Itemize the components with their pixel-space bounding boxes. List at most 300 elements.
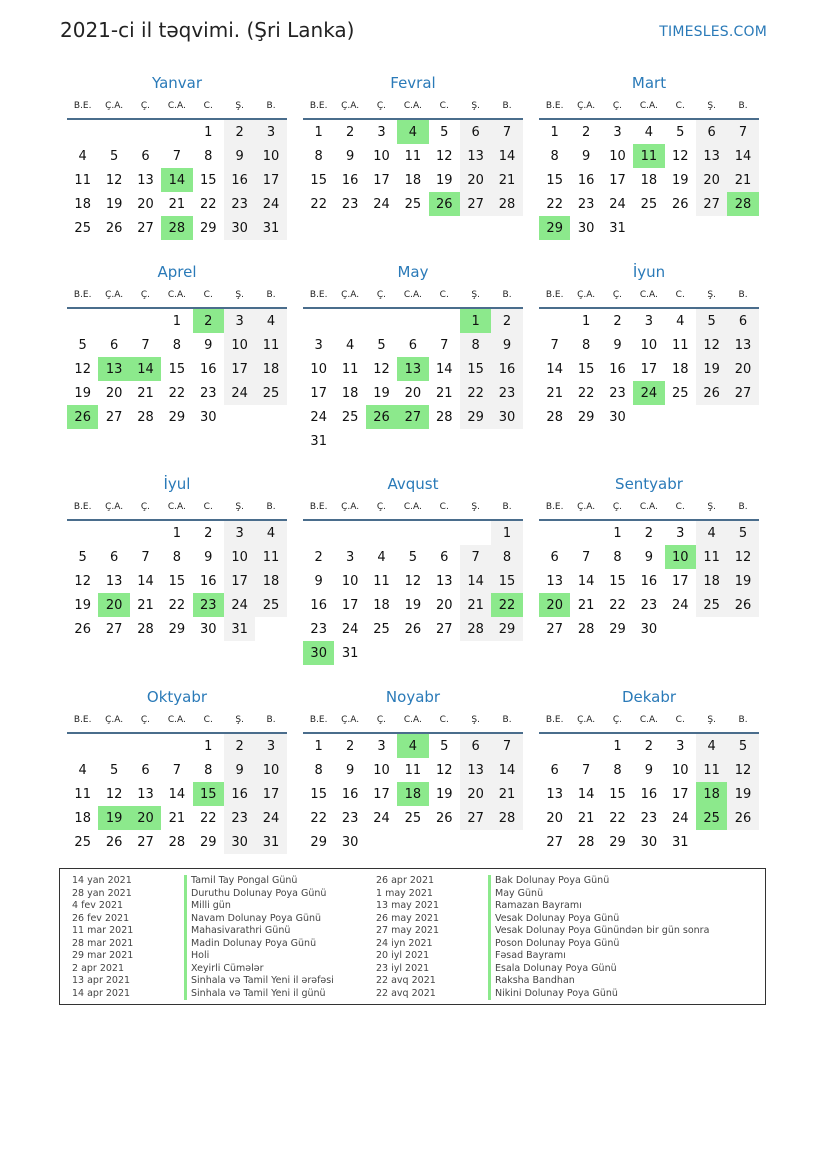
day-cell[interactable]: 13 [435, 573, 453, 589]
day-cell[interactable]: 2 [224, 120, 255, 144]
holiday-day-cell[interactable]: 23 [193, 593, 224, 617]
day-cell[interactable]: 8 [550, 148, 559, 164]
day-cell[interactable]: 19 [727, 782, 758, 806]
day-cell[interactable]: 28 [137, 621, 154, 637]
day-cell[interactable]: 28 [137, 409, 154, 425]
day-cell[interactable]: 25 [373, 621, 390, 637]
day-cell[interactable]: 9 [224, 144, 255, 168]
day-cell[interactable]: 13 [546, 573, 563, 589]
day-cell[interactable]: 4 [255, 309, 286, 333]
holiday-day-cell[interactable]: 4 [397, 120, 428, 144]
day-cell[interactable]: 10 [310, 361, 327, 377]
day-cell[interactable]: 7 [172, 148, 181, 164]
day-cell[interactable]: 18 [255, 357, 286, 381]
day-cell[interactable]: 24 [255, 806, 286, 830]
day-cell[interactable]: 11 [255, 333, 286, 357]
day-cell[interactable]: 9 [491, 333, 522, 357]
day-cell[interactable]: 23 [310, 621, 327, 637]
day-cell[interactable]: 30 [224, 216, 255, 240]
day-cell[interactable]: 24 [671, 597, 689, 613]
day-cell[interactable]: 17 [224, 569, 255, 593]
day-cell[interactable]: 21 [546, 385, 563, 401]
day-cell[interactable]: 16 [609, 361, 626, 377]
day-cell[interactable]: 16 [310, 597, 327, 613]
day-cell[interactable]: 8 [204, 148, 213, 164]
day-cell[interactable]: 29 [199, 220, 217, 236]
day-cell[interactable]: 21 [168, 810, 186, 826]
day-cell[interactable]: 10 [224, 333, 255, 357]
day-cell[interactable]: 13 [727, 333, 758, 357]
day-cell[interactable]: 15 [460, 357, 491, 381]
day-cell[interactable]: 15 [310, 786, 327, 802]
day-cell[interactable]: 1 [314, 738, 323, 754]
day-cell[interactable]: 30 [199, 409, 217, 425]
day-cell[interactable]: 27 [137, 220, 154, 236]
day-cell[interactable]: 15 [546, 172, 563, 188]
day-cell[interactable]: 22 [460, 381, 491, 405]
day-cell[interactable]: 3 [676, 525, 685, 541]
day-cell[interactable]: 15 [491, 569, 522, 593]
day-cell[interactable]: 14 [168, 786, 186, 802]
day-cell[interactable]: 8 [314, 762, 323, 778]
day-cell[interactable]: 17 [255, 168, 286, 192]
day-cell[interactable]: 27 [460, 192, 491, 216]
day-cell[interactable]: 31 [671, 834, 689, 850]
holiday-day-cell[interactable]: 14 [130, 357, 161, 381]
day-cell[interactable]: 5 [377, 337, 386, 353]
day-cell[interactable]: 14 [491, 144, 522, 168]
day-cell[interactable]: 17 [341, 597, 359, 613]
holiday-day-cell[interactable]: 2 [193, 309, 224, 333]
day-cell[interactable]: 29 [609, 834, 626, 850]
day-cell[interactable]: 4 [78, 762, 87, 778]
day-cell[interactable]: 25 [696, 593, 727, 617]
day-cell[interactable]: 4 [696, 521, 727, 545]
day-cell[interactable]: 21 [491, 782, 522, 806]
day-cell[interactable]: 23 [609, 385, 626, 401]
day-cell[interactable]: 14 [435, 361, 453, 377]
day-cell[interactable]: 26 [727, 806, 758, 830]
holiday-day-cell[interactable]: 20 [539, 593, 570, 617]
day-cell[interactable]: 10 [255, 144, 286, 168]
day-cell[interactable]: 20 [404, 385, 422, 401]
day-cell[interactable]: 2 [644, 525, 653, 541]
day-cell[interactable]: 29 [491, 617, 522, 641]
day-cell[interactable]: 11 [671, 337, 689, 353]
day-cell[interactable]: 18 [671, 361, 689, 377]
day-cell[interactable]: 27 [546, 834, 563, 850]
day-cell[interactable]: 11 [74, 172, 91, 188]
day-cell[interactable]: 4 [696, 734, 727, 758]
day-cell[interactable]: 24 [671, 810, 689, 826]
holiday-day-cell[interactable]: 1 [460, 309, 491, 333]
day-cell[interactable]: 1 [613, 738, 622, 754]
day-cell[interactable]: 24 [373, 196, 390, 212]
day-cell[interactable]: 20 [460, 782, 491, 806]
day-cell[interactable]: 22 [609, 597, 626, 613]
day-cell[interactable]: 26 [727, 593, 758, 617]
day-cell[interactable]: 5 [440, 124, 449, 140]
day-cell[interactable]: 10 [640, 337, 658, 353]
day-cell[interactable]: 6 [460, 734, 491, 758]
day-cell[interactable]: 1 [172, 313, 181, 329]
day-cell[interactable]: 23 [199, 385, 217, 401]
day-cell[interactable]: 5 [727, 734, 758, 758]
day-cell[interactable]: 1 [172, 525, 181, 541]
day-cell[interactable]: 25 [341, 409, 359, 425]
day-cell[interactable]: 22 [577, 385, 595, 401]
day-cell[interactable]: 11 [341, 361, 359, 377]
day-cell[interactable]: 17 [373, 786, 390, 802]
day-cell[interactable]: 7 [581, 762, 591, 778]
day-cell[interactable]: 1 [204, 738, 213, 754]
day-cell[interactable]: 22 [168, 385, 186, 401]
day-cell[interactable]: 7 [460, 545, 491, 569]
day-cell[interactable]: 8 [491, 545, 522, 569]
day-cell[interactable]: 13 [105, 573, 123, 589]
day-cell[interactable]: 1 [204, 124, 213, 140]
day-cell[interactable]: 19 [105, 196, 123, 212]
day-cell[interactable]: 13 [137, 786, 154, 802]
day-cell[interactable]: 24 [341, 621, 359, 637]
day-cell[interactable]: 23 [640, 597, 658, 613]
day-cell[interactable]: 6 [141, 762, 150, 778]
day-cell[interactable]: 2 [581, 124, 591, 140]
day-cell[interactable]: 6 [109, 337, 119, 353]
day-cell[interactable]: 9 [345, 762, 355, 778]
day-cell[interactable]: 17 [609, 172, 626, 188]
day-cell[interactable]: 19 [435, 172, 453, 188]
day-cell[interactable]: 13 [696, 144, 727, 168]
day-cell[interactable]: 8 [172, 549, 181, 565]
day-cell[interactable]: 17 [640, 361, 658, 377]
day-cell[interactable]: 5 [440, 738, 449, 754]
brand-logo-text[interactable]: TIMESLES.COM [659, 24, 767, 40]
day-cell[interactable]: 8 [613, 549, 622, 565]
day-cell[interactable]: 19 [373, 385, 390, 401]
day-cell[interactable]: 11 [404, 762, 422, 778]
day-cell[interactable]: 10 [373, 762, 390, 778]
day-cell[interactable]: 6 [696, 120, 727, 144]
day-cell[interactable]: 22 [609, 810, 626, 826]
day-cell[interactable]: 23 [491, 381, 522, 405]
day-cell[interactable]: 18 [341, 385, 359, 401]
day-cell[interactable]: 23 [577, 196, 595, 212]
day-cell[interactable]: 31 [255, 830, 286, 854]
day-cell[interactable]: 21 [460, 593, 491, 617]
day-cell[interactable]: 29 [199, 834, 217, 850]
day-cell[interactable]: 25 [255, 381, 286, 405]
day-cell[interactable]: 8 [172, 337, 181, 353]
holiday-day-cell[interactable]: 26 [429, 192, 460, 216]
day-cell[interactable]: 14 [137, 573, 154, 589]
day-cell[interactable]: 27 [435, 621, 453, 637]
day-cell[interactable]: 23 [341, 810, 359, 826]
day-cell[interactable]: 2 [491, 309, 522, 333]
day-cell[interactable]: 18 [640, 172, 658, 188]
day-cell[interactable]: 9 [204, 549, 213, 565]
day-cell[interactable]: 30 [224, 830, 255, 854]
day-cell[interactable]: 1 [550, 124, 559, 140]
day-cell[interactable]: 17 [255, 782, 286, 806]
day-cell[interactable]: 9 [644, 549, 653, 565]
day-cell[interactable]: 21 [435, 385, 453, 401]
holiday-day-cell[interactable]: 29 [539, 216, 570, 240]
day-cell[interactable]: 29 [310, 834, 327, 850]
day-cell[interactable]: 17 [671, 786, 689, 802]
day-cell[interactable]: 12 [671, 148, 689, 164]
day-cell[interactable]: 20 [696, 168, 727, 192]
day-cell[interactable]: 19 [727, 569, 758, 593]
day-cell[interactable]: 23 [224, 806, 255, 830]
holiday-day-cell[interactable]: 26 [366, 405, 397, 429]
day-cell[interactable]: 21 [577, 810, 595, 826]
day-cell[interactable]: 5 [696, 309, 727, 333]
day-cell[interactable]: 19 [696, 357, 727, 381]
day-cell[interactable]: 28 [460, 617, 491, 641]
day-cell[interactable]: 15 [609, 786, 626, 802]
day-cell[interactable]: 1 [314, 124, 323, 140]
day-cell[interactable]: 27 [696, 192, 727, 216]
day-cell[interactable]: 24 [255, 192, 286, 216]
day-cell[interactable]: 7 [727, 120, 758, 144]
day-cell[interactable]: 11 [696, 545, 727, 569]
day-cell[interactable]: 9 [581, 148, 591, 164]
day-cell[interactable]: 16 [491, 357, 522, 381]
day-cell[interactable]: 14 [460, 569, 491, 593]
day-cell[interactable]: 27 [105, 409, 123, 425]
day-cell[interactable]: 10 [609, 148, 626, 164]
day-cell[interactable]: 21 [727, 168, 758, 192]
day-cell[interactable]: 31 [341, 645, 359, 661]
day-cell[interactable]: 24 [224, 593, 255, 617]
day-cell[interactable]: 14 [577, 573, 595, 589]
day-cell[interactable]: 23 [640, 810, 658, 826]
day-cell[interactable]: 10 [671, 762, 689, 778]
day-cell[interactable]: 26 [696, 381, 727, 405]
day-cell[interactable]: 5 [78, 549, 87, 565]
day-cell[interactable]: 6 [727, 309, 758, 333]
day-cell[interactable]: 12 [727, 545, 758, 569]
day-cell[interactable]: 22 [546, 196, 563, 212]
day-cell[interactable]: 10 [341, 573, 359, 589]
day-cell[interactable]: 12 [696, 333, 727, 357]
day-cell[interactable]: 18 [404, 172, 422, 188]
day-cell[interactable]: 4 [644, 124, 653, 140]
day-cell[interactable]: 25 [671, 385, 689, 401]
day-cell[interactable]: 2 [345, 124, 355, 140]
day-cell[interactable]: 20 [137, 196, 154, 212]
day-cell[interactable]: 27 [105, 621, 123, 637]
day-cell[interactable]: 30 [491, 405, 522, 429]
day-cell[interactable]: 18 [696, 569, 727, 593]
day-cell[interactable]: 16 [341, 172, 359, 188]
day-cell[interactable]: 29 [168, 621, 186, 637]
day-cell[interactable]: 27 [727, 381, 758, 405]
holiday-day-cell[interactable]: 20 [98, 593, 129, 617]
day-cell[interactable]: 23 [341, 196, 359, 212]
day-cell[interactable]: 26 [404, 621, 422, 637]
day-cell[interactable]: 30 [640, 834, 658, 850]
day-cell[interactable]: 29 [168, 409, 186, 425]
holiday-day-cell[interactable]: 25 [696, 806, 727, 830]
day-cell[interactable]: 11 [696, 758, 727, 782]
day-cell[interactable]: 24 [310, 409, 327, 425]
day-cell[interactable]: 8 [581, 337, 591, 353]
holiday-day-cell[interactable]: 18 [397, 782, 428, 806]
day-cell[interactable]: 15 [310, 172, 327, 188]
day-cell[interactable]: 11 [74, 786, 91, 802]
day-cell[interactable]: 28 [577, 834, 595, 850]
day-cell[interactable]: 3 [224, 521, 255, 545]
day-cell[interactable]: 19 [404, 597, 422, 613]
day-cell[interactable]: 21 [137, 597, 154, 613]
day-cell[interactable]: 25 [74, 834, 91, 850]
day-cell[interactable]: 30 [609, 409, 626, 425]
day-cell[interactable]: 13 [546, 786, 563, 802]
day-cell[interactable]: 17 [373, 172, 390, 188]
day-cell[interactable]: 20 [105, 385, 123, 401]
day-cell[interactable]: 31 [224, 617, 255, 641]
day-cell[interactable]: 2 [224, 734, 255, 758]
holiday-day-cell[interactable]: 30 [303, 641, 334, 665]
day-cell[interactable]: 2 [204, 525, 213, 541]
holiday-day-cell[interactable]: 4 [397, 734, 428, 758]
holiday-day-cell[interactable]: 19 [98, 806, 129, 830]
day-cell[interactable]: 11 [255, 545, 286, 569]
day-cell[interactable]: 5 [676, 124, 685, 140]
day-cell[interactable]: 18 [74, 810, 91, 826]
day-cell[interactable]: 20 [435, 597, 453, 613]
holiday-day-cell[interactable]: 27 [397, 405, 428, 429]
day-cell[interactable]: 1 [491, 521, 522, 545]
day-cell[interactable]: 20 [460, 168, 491, 192]
day-cell[interactable]: 12 [74, 361, 91, 377]
day-cell[interactable]: 13 [460, 758, 491, 782]
day-cell[interactable]: 2 [345, 738, 355, 754]
day-cell[interactable]: 25 [74, 220, 91, 236]
day-cell[interactable]: 16 [199, 573, 217, 589]
day-cell[interactable]: 5 [109, 762, 119, 778]
day-cell[interactable]: 22 [310, 196, 327, 212]
day-cell[interactable]: 16 [640, 786, 658, 802]
holiday-day-cell[interactable]: 15 [193, 782, 224, 806]
day-cell[interactable]: 5 [109, 148, 119, 164]
day-cell[interactable]: 5 [78, 337, 87, 353]
day-cell[interactable]: 21 [137, 385, 154, 401]
day-cell[interactable]: 8 [314, 148, 323, 164]
day-cell[interactable]: 30 [341, 834, 359, 850]
day-cell[interactable]: 12 [105, 786, 123, 802]
day-cell[interactable]: 12 [404, 573, 422, 589]
day-cell[interactable]: 3 [644, 313, 653, 329]
day-cell[interactable]: 26 [671, 196, 689, 212]
day-cell[interactable]: 15 [577, 361, 595, 377]
day-cell[interactable]: 15 [168, 573, 186, 589]
day-cell[interactable]: 7 [141, 337, 150, 353]
day-cell[interactable]: 7 [141, 549, 150, 565]
holiday-day-cell[interactable]: 11 [633, 144, 664, 168]
day-cell[interactable]: 26 [74, 621, 91, 637]
day-cell[interactable]: 26 [105, 220, 123, 236]
day-cell[interactable]: 22 [199, 810, 217, 826]
day-cell[interactable]: 28 [546, 409, 563, 425]
day-cell[interactable]: 16 [341, 786, 359, 802]
day-cell[interactable]: 5 [727, 521, 758, 545]
day-cell[interactable]: 25 [255, 593, 286, 617]
holiday-day-cell[interactable]: 24 [633, 381, 664, 405]
day-cell[interactable]: 28 [168, 834, 186, 850]
day-cell[interactable]: 14 [727, 144, 758, 168]
day-cell[interactable]: 29 [460, 405, 491, 429]
day-cell[interactable]: 25 [404, 196, 422, 212]
day-cell[interactable]: 6 [440, 549, 449, 565]
day-cell[interactable]: 19 [435, 786, 453, 802]
day-cell[interactable]: 29 [609, 621, 626, 637]
day-cell[interactable]: 22 [199, 196, 217, 212]
day-cell[interactable]: 30 [640, 621, 658, 637]
day-cell[interactable]: 30 [577, 220, 595, 236]
day-cell[interactable]: 7 [491, 734, 522, 758]
day-cell[interactable]: 8 [204, 762, 213, 778]
day-cell[interactable]: 12 [435, 762, 453, 778]
day-cell[interactable]: 6 [408, 337, 417, 353]
day-cell[interactable]: 16 [224, 782, 255, 806]
day-cell[interactable]: 5 [408, 549, 417, 565]
holiday-day-cell[interactable]: 20 [130, 806, 161, 830]
day-cell[interactable]: 6 [109, 549, 119, 565]
day-cell[interactable]: 28 [577, 621, 595, 637]
holiday-day-cell[interactable]: 18 [696, 782, 727, 806]
day-cell[interactable]: 19 [74, 597, 91, 613]
day-cell[interactable]: 14 [491, 758, 522, 782]
day-cell[interactable]: 8 [460, 333, 491, 357]
day-cell[interactable]: 31 [310, 433, 327, 449]
day-cell[interactable]: 21 [577, 597, 595, 613]
day-cell[interactable]: 10 [224, 545, 255, 569]
day-cell[interactable]: 3 [314, 337, 323, 353]
day-cell[interactable]: 4 [676, 313, 685, 329]
day-cell[interactable]: 15 [609, 573, 626, 589]
day-cell[interactable]: 13 [460, 144, 491, 168]
day-cell[interactable]: 12 [373, 361, 390, 377]
day-cell[interactable]: 2 [644, 738, 653, 754]
day-cell[interactable]: 11 [373, 573, 390, 589]
holiday-day-cell[interactable]: 13 [98, 357, 129, 381]
day-cell[interactable]: 6 [550, 762, 559, 778]
day-cell[interactable]: 9 [204, 337, 213, 353]
day-cell[interactable]: 17 [224, 357, 255, 381]
day-cell[interactable]: 6 [550, 549, 559, 565]
day-cell[interactable]: 16 [224, 168, 255, 192]
holiday-day-cell[interactable]: 22 [491, 593, 522, 617]
day-cell[interactable]: 25 [640, 196, 658, 212]
day-cell[interactable]: 2 [613, 313, 622, 329]
day-cell[interactable]: 25 [404, 810, 422, 826]
day-cell[interactable]: 3 [224, 309, 255, 333]
day-cell[interactable]: 31 [255, 216, 286, 240]
day-cell[interactable]: 3 [255, 120, 286, 144]
day-cell[interactable]: 9 [345, 148, 355, 164]
day-cell[interactable]: 4 [345, 337, 355, 353]
day-cell[interactable]: 24 [609, 196, 626, 212]
day-cell[interactable]: 3 [377, 738, 386, 754]
day-cell[interactable]: 28 [491, 192, 522, 216]
day-cell[interactable]: 27 [137, 834, 154, 850]
day-cell[interactable]: 12 [105, 172, 123, 188]
day-cell[interactable]: 9 [314, 573, 323, 589]
day-cell[interactable]: 10 [255, 758, 286, 782]
